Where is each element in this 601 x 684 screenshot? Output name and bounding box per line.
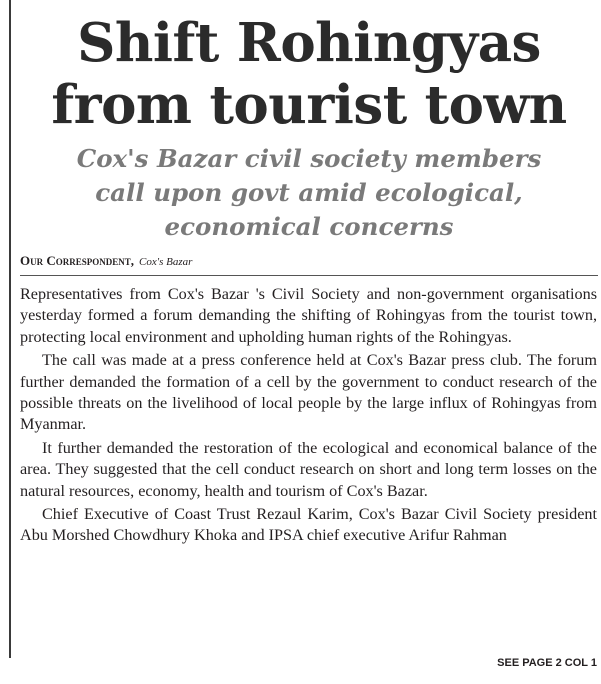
column-divider	[9, 0, 11, 658]
body-paragraph-4: Chief Executive of Coast Trust Rezaul Karim, Cox's Bazar Civil Society president Abu Morshed Chowdhury Khoka and IPSA chief executive Arifur Rahman	[20, 505, 597, 545]
byline-location: Cox's Bazar	[139, 256, 193, 268]
news-article	[20, 0, 598, 684]
body-paragraph-1: Representatives from Cox's Bazar 's Civil Society and non-government organisations yesterday formed a forum demanding the shifting of Rohingyas from the tourist town, protecting local environment and upholding human rights of the Rohingyas.	[20, 285, 597, 346]
byline-author: Our Correspondent,	[20, 253, 135, 268]
article-body	[20, 284, 597, 547]
headline	[20, 12, 598, 136]
subheadline-line-2: call upon govt amid ecological,	[95, 178, 523, 207]
headline-line-1: Shift Rohingyas	[77, 12, 541, 74]
continued-jump-line: SEE PAGE 2 COL 1	[497, 657, 597, 669]
body-paragraph-3: It further demanded the restoration of the ecological and economical balance of the area. They suggested that the cell conduct research on short and long term losses on the natural resources, economy, health and tourism of Cox's Bazar.	[20, 438, 597, 500]
byline	[20, 253, 598, 276]
subheadline-line-1: Cox's Bazar civil society members	[76, 144, 542, 173]
headline-line-2: from tourist town	[51, 74, 567, 136]
subheadline	[20, 142, 598, 244]
body-paragraph-2: The call was made at a press conference held at Cox's Bazar press club. The forum further demanded the formation of a cell by the government to conduct research of the possible threats on the livelihood of local people by the large influx of Rohingyas from Myanmar.	[20, 351, 597, 434]
subheadline-line-3: economical concerns	[164, 212, 454, 241]
